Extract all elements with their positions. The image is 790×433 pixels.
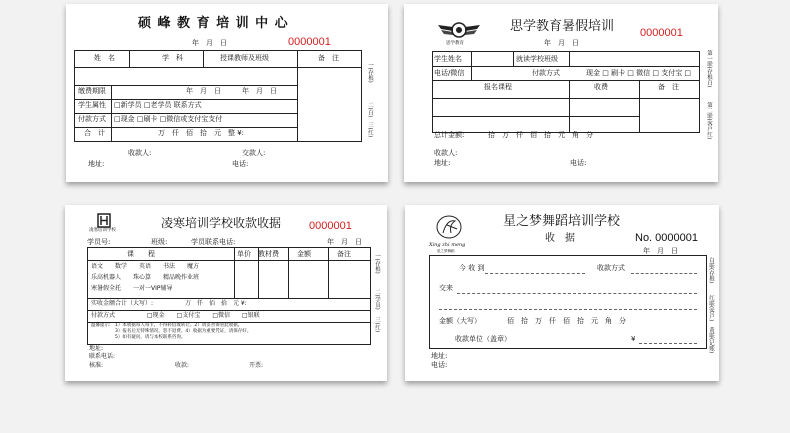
- payee-unit-label: 收款单位（盖章）: [455, 335, 511, 343]
- checked-by-label: 核准:: [89, 362, 104, 369]
- side-copy-3: 三(红): [374, 317, 381, 333]
- pay-method-label: 付款方式: [91, 312, 116, 319]
- serial-number: 0000001: [640, 27, 683, 39]
- pay-method-options: □现金 □支付宝 □微信 □银联: [147, 312, 260, 319]
- sixue-logo: [436, 16, 482, 48]
- course-line: 寒暑假全托 一对一VIP辅导: [91, 285, 173, 292]
- receipt-shuofeng: [66, 4, 388, 182]
- class-label: 班级:: [151, 238, 168, 246]
- logo-script: Xing zhi meng: [429, 242, 466, 248]
- side-copy-2: 二(学员): [374, 289, 381, 310]
- col-name: 姓 名: [94, 54, 115, 62]
- amount-units: 拾 万 仟 佰 拾 元 角 分: [488, 131, 593, 139]
- receipt-title: 凌寒培训学校收款收据: [161, 216, 282, 230]
- address-label: 地址:: [88, 160, 105, 168]
- school-address-label: 地址:: [89, 345, 104, 352]
- side-copy-1: 一(存根): [367, 62, 374, 83]
- phone-label: 电话:: [232, 160, 249, 168]
- amount-label: 金额（大写）: [439, 317, 481, 325]
- payer-label: 交款人:: [242, 149, 266, 157]
- note-line: 5）如有疑问，请与本校联系咨询。: [115, 335, 186, 340]
- col-price: 单价: [237, 250, 251, 258]
- receipt-title: 思学教育暑假培训: [510, 19, 615, 34]
- col-teacher-class: 授课教师及班级: [220, 54, 269, 62]
- note-line: 3）报名后无特殊情况，恕不退费。4）收据为重要凭证，请保存好。: [115, 329, 252, 334]
- side-copy-1: 一(存根): [374, 253, 381, 274]
- amount-units: 佰 拾 万 仟 佰 拾 元 角 分: [507, 317, 626, 325]
- total-label: 总计金额:: [434, 131, 465, 139]
- side-copy-2: 二(白): [367, 102, 374, 118]
- col-remark: 备 注: [318, 54, 339, 62]
- col-amount: 金额: [297, 250, 311, 258]
- serial-number: 0000001: [288, 36, 331, 48]
- col-remark: 备注: [337, 250, 351, 258]
- pay-method-options: 现金 □ 刷卡 □ 微信 □ 支付宝 □: [586, 69, 692, 77]
- fee-period-label: 缴费期限: [78, 87, 106, 95]
- fee-period-dates: 年 月 日 年 月 日: [186, 87, 277, 95]
- side-copy-3: 黄联(记账): [708, 327, 715, 354]
- receipt-xingzhimeng: [405, 205, 719, 381]
- issuer-label: 开票:: [249, 362, 264, 369]
- address-label: 地址:: [434, 159, 451, 167]
- contact-phone-label: 学员联系电话:: [191, 238, 236, 246]
- note-line: 1）本收据每人每卡，不得转借或转让。2）请妥善保管此收据。: [115, 323, 243, 328]
- receipt-sixue: [404, 4, 718, 182]
- date-line: 年 月 日: [327, 238, 362, 246]
- course-label: 报名课程: [484, 83, 512, 91]
- logo-caption: 思学教育: [446, 41, 464, 46]
- fee-label: 收费: [594, 83, 608, 91]
- col-course: 课 程: [127, 250, 155, 258]
- yen-sign: ¥: [631, 335, 636, 343]
- date-line: 年 月 日: [544, 39, 579, 47]
- total-label: 合 计: [84, 129, 105, 137]
- xingzhimeng-logo: [427, 213, 471, 257]
- serial-number: 0000001: [309, 220, 352, 232]
- amount-units: 万 仟 佰 拾 元 ¥:: [185, 300, 247, 307]
- col-material-fee: 教材费: [258, 250, 279, 258]
- payee-label: 收款:: [175, 362, 190, 369]
- payee-label: 收款人:: [434, 149, 458, 157]
- date-line: 年 月 日: [192, 39, 227, 47]
- student-no-label: 学员号:: [87, 238, 111, 246]
- student-attr-options: □新学员 □老学员 联系方式: [114, 101, 202, 109]
- receipt-linghan: [65, 205, 387, 381]
- contact-label: 联系电话:: [89, 353, 116, 360]
- col-subject: 学 科: [162, 54, 183, 62]
- received-from-label: 今 收 到: [459, 264, 485, 272]
- side-copy-1: 第一联(存根白): [706, 50, 713, 88]
- side-copy-1: 白联(存根): [708, 257, 715, 284]
- remark-label: 备 注: [658, 83, 679, 91]
- total-label: 实收金额合计（大写）:: [91, 300, 154, 307]
- student-name-label: 学生姓名: [434, 55, 462, 63]
- phone-label: 电话:: [570, 159, 587, 167]
- pay-method-options: □现金 □刷卡 □微信或支付宝支付: [114, 115, 223, 123]
- amount-units: 万 仟 佰 拾 元 整 ¥:: [158, 129, 245, 137]
- phone-label: 电话:: [431, 361, 448, 369]
- receipt-title: 星之梦舞蹈培训学校: [503, 214, 621, 229]
- handed-label: 交来: [439, 284, 453, 292]
- side-copy-2: 第二联(客户红): [706, 102, 713, 140]
- logo-caption: 星之梦舞蹈: [437, 249, 455, 253]
- student-attr-label: 学生属性: [78, 101, 106, 109]
- side-copy-2: 红联(客户): [708, 295, 715, 322]
- address-label: 地址:: [431, 352, 448, 360]
- school-class-label: 就读学校班级: [516, 55, 558, 63]
- notes-label: 温馨提示:: [91, 323, 111, 328]
- serial-number: No. 0000001: [635, 232, 698, 244]
- date-line: 年 月 日: [643, 247, 678, 255]
- linghan-logo: [87, 213, 121, 235]
- h-emblem-icon: [87, 213, 121, 229]
- dancer-emblem-icon: [427, 213, 471, 243]
- side-copy-3: 三(红): [367, 122, 374, 138]
- course-line: 乐高机器人 珠心算 精品晚作业班: [91, 274, 200, 281]
- pay-method-label: 付款方式: [532, 69, 560, 77]
- receipt-title: 硕 峰 教 育 培 训 中 心: [138, 16, 289, 31]
- receipt-subtitle: 收 据: [545, 233, 575, 244]
- phone-wechat-label: 电话/微信: [434, 69, 465, 77]
- pay-method-label: 付款方式: [78, 115, 106, 123]
- payee-label: 收款人:: [128, 149, 152, 157]
- receipt-table: [432, 51, 700, 133]
- logo-caption: 凌寒培训学校: [89, 228, 116, 233]
- pay-method-label: 收款方式: [597, 264, 625, 272]
- course-line: 语文 数学 英语 书法 魔方: [91, 263, 200, 270]
